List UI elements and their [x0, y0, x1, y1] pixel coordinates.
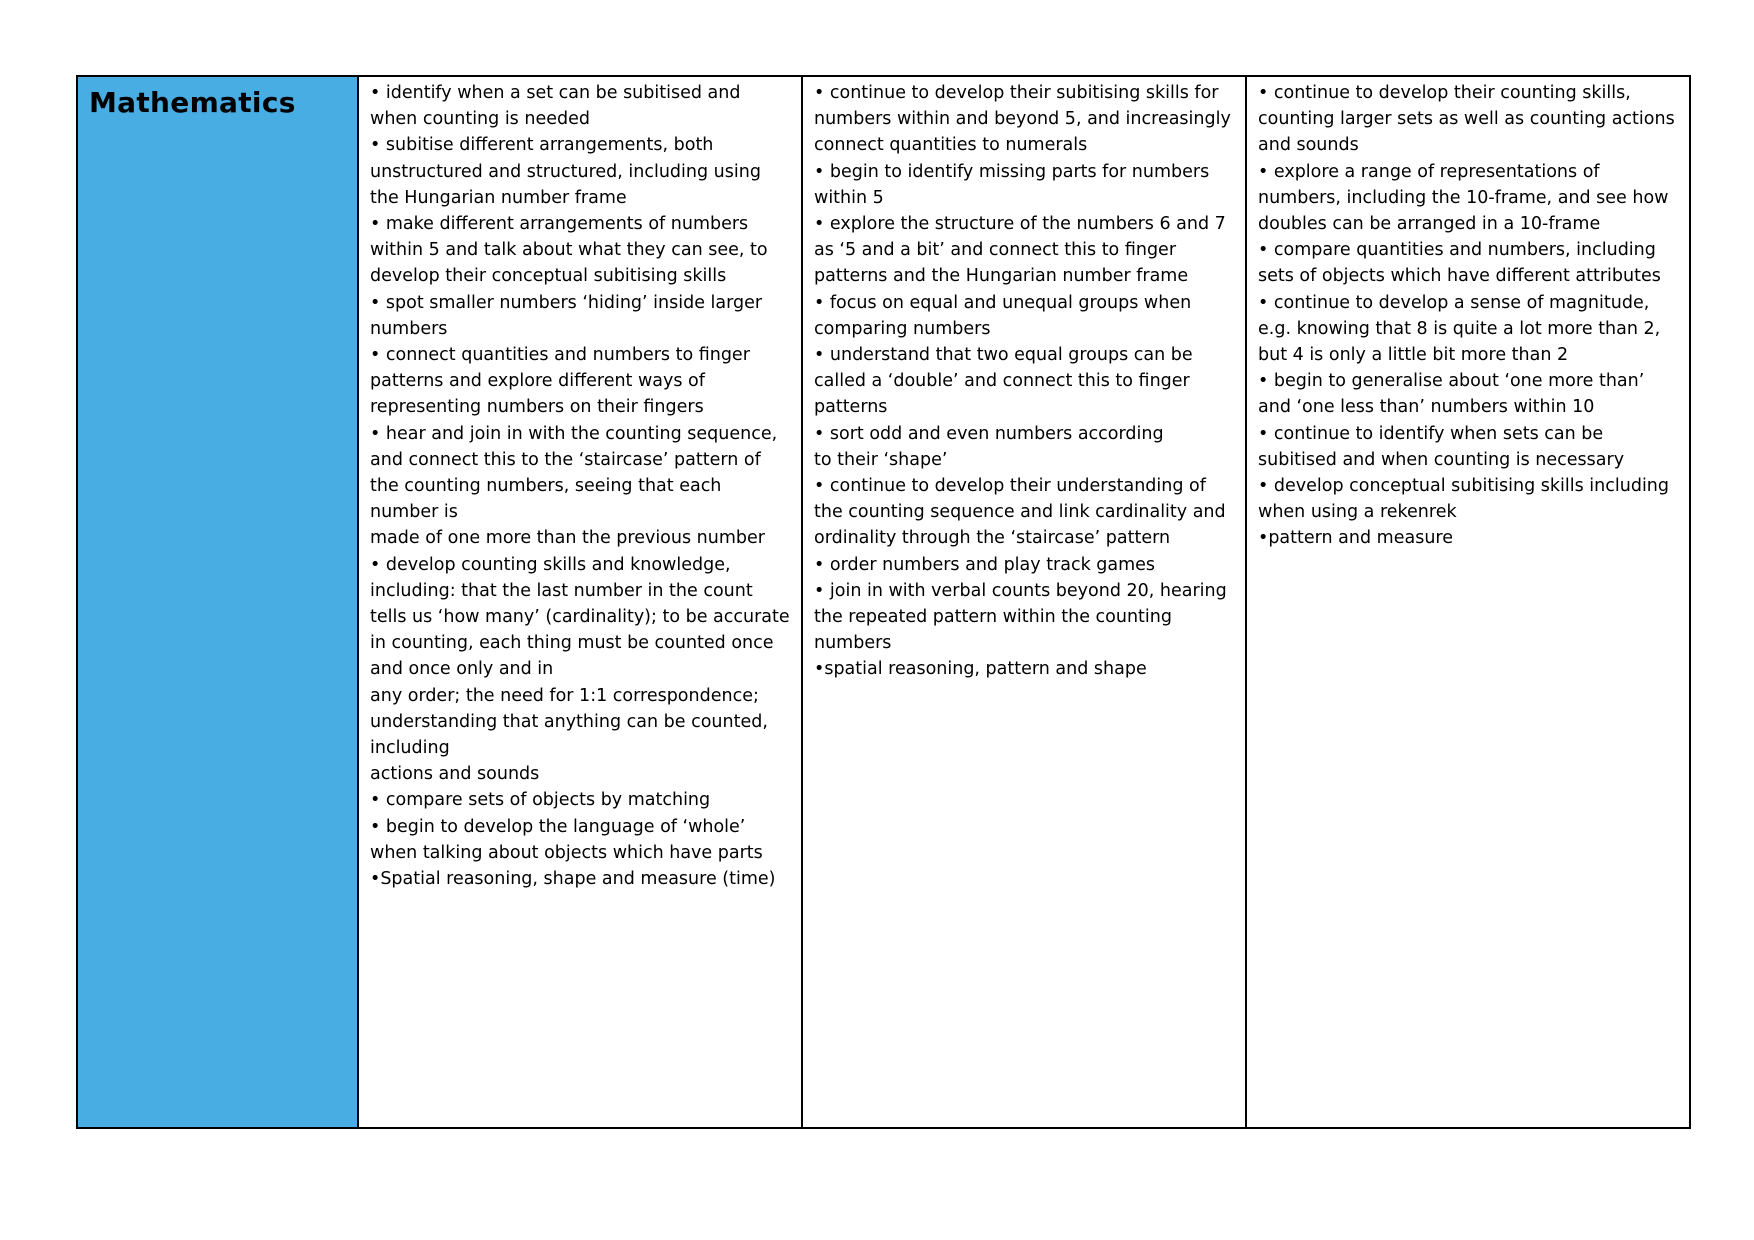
list-item: • develop counting skills and knowledge, including: that the last number in the count tells us ‘how many’ (cardinality); to be accurate in counting, each thing must be counted once and once only and in any order; the need for 1:1 correspondence; understanding that anything can be counted, including actions and sounds [370, 554, 790, 785]
list-item: • identify when a set can be subitised and when counting is needed [370, 83, 741, 130]
list-item: • continue to develop their subitising skills for numbers within and beyond 5, and increasingly connect quantities to numerals [814, 83, 1231, 156]
column-2-list [814, 80, 1235, 683]
list-item: • explore the structure of the numbers 6 and 7 as ‘5 and a bit’ and connect this to finger patterns and the Hungarian number frame [814, 214, 1226, 287]
list-item: • continue to develop their counting skills, counting larger sets as well as counting actions and sounds [1258, 83, 1675, 156]
list-item: • spot smaller numbers ‘hiding’ inside larger numbers [370, 292, 763, 339]
list-item: • continue to identify when sets can be subitised and when counting is necessary [1258, 423, 1625, 470]
list-item: •pattern and measure [1258, 528, 1453, 549]
column-3-cell [1246, 76, 1690, 1128]
list-item: • explore a range of representations of numbers, including the 10-frame, and see how doubles can be arranged in a 10-frame [1258, 161, 1669, 235]
list-item: • join in with verbal counts beyond 20, hearing the repeated pattern within the counting numbers [814, 580, 1227, 654]
list-item: • continue to develop their understanding of the counting sequence and link cardinality and ordinality through the ‘staircase’ pattern [814, 476, 1226, 549]
list-item: • begin to develop the language of ‘whole’ when talking about objects which have parts [370, 816, 763, 863]
column-2-cell [802, 76, 1246, 1128]
list-item: • order numbers and play track games [814, 554, 1156, 575]
list-item: • begin to identify missing parts for numbers within 5 [814, 161, 1210, 208]
list-item: • make different arrangements of numbers within 5 and talk about what they can see, to develop their conceptual subitising skills [370, 214, 768, 287]
list-item: • begin to generalise about ‘one more than’ and ‘one less than’ numbers within 10 [1258, 371, 1645, 418]
list-item: • hear and join in with the counting sequence, and connect this to the ‘staircase’ pattern of the counting numbers, seeing that each number is made of one more than the previous number [370, 423, 778, 549]
list-item: •spatial reasoning, pattern and shape [814, 659, 1147, 680]
column-1-cell [358, 76, 802, 1128]
list-item: • compare sets of objects by matching [370, 790, 711, 811]
list-item: • compare quantities and numbers, including sets of objects which have different attributes [1258, 240, 1661, 287]
list-item: • sort odd and even numbers according to their ‘shape’ [814, 423, 1164, 470]
subject-cell [77, 76, 358, 1128]
list-item: • subitise different arrangements, both unstructured and structured, including using the Hungarian number frame [370, 135, 761, 208]
list-item: • focus on equal and unequal groups when comparing numbers [814, 292, 1192, 339]
column-1-list [370, 80, 791, 892]
list-item: • understand that two equal groups can be called a ‘double’ and connect this to finger patterns [814, 345, 1193, 418]
list-item: •Spatial reasoning, shape and measure (time) [370, 869, 776, 890]
curriculum-table [76, 75, 1691, 1129]
table-row [77, 76, 1690, 1128]
list-item: • continue to develop a sense of magnitude, e.g. knowing that 8 is quite a lot more than 2, but 4 is only a little bit more than 2 [1258, 292, 1661, 366]
list-item: • connect quantities and numbers to finger patterns and explore different ways of representing numbers on their fingers [370, 345, 750, 418]
column-3-list [1258, 80, 1679, 552]
subject-title: Mathematics [89, 86, 296, 119]
list-item: • develop conceptual subitising skills including when using a rekenrek [1258, 476, 1670, 523]
